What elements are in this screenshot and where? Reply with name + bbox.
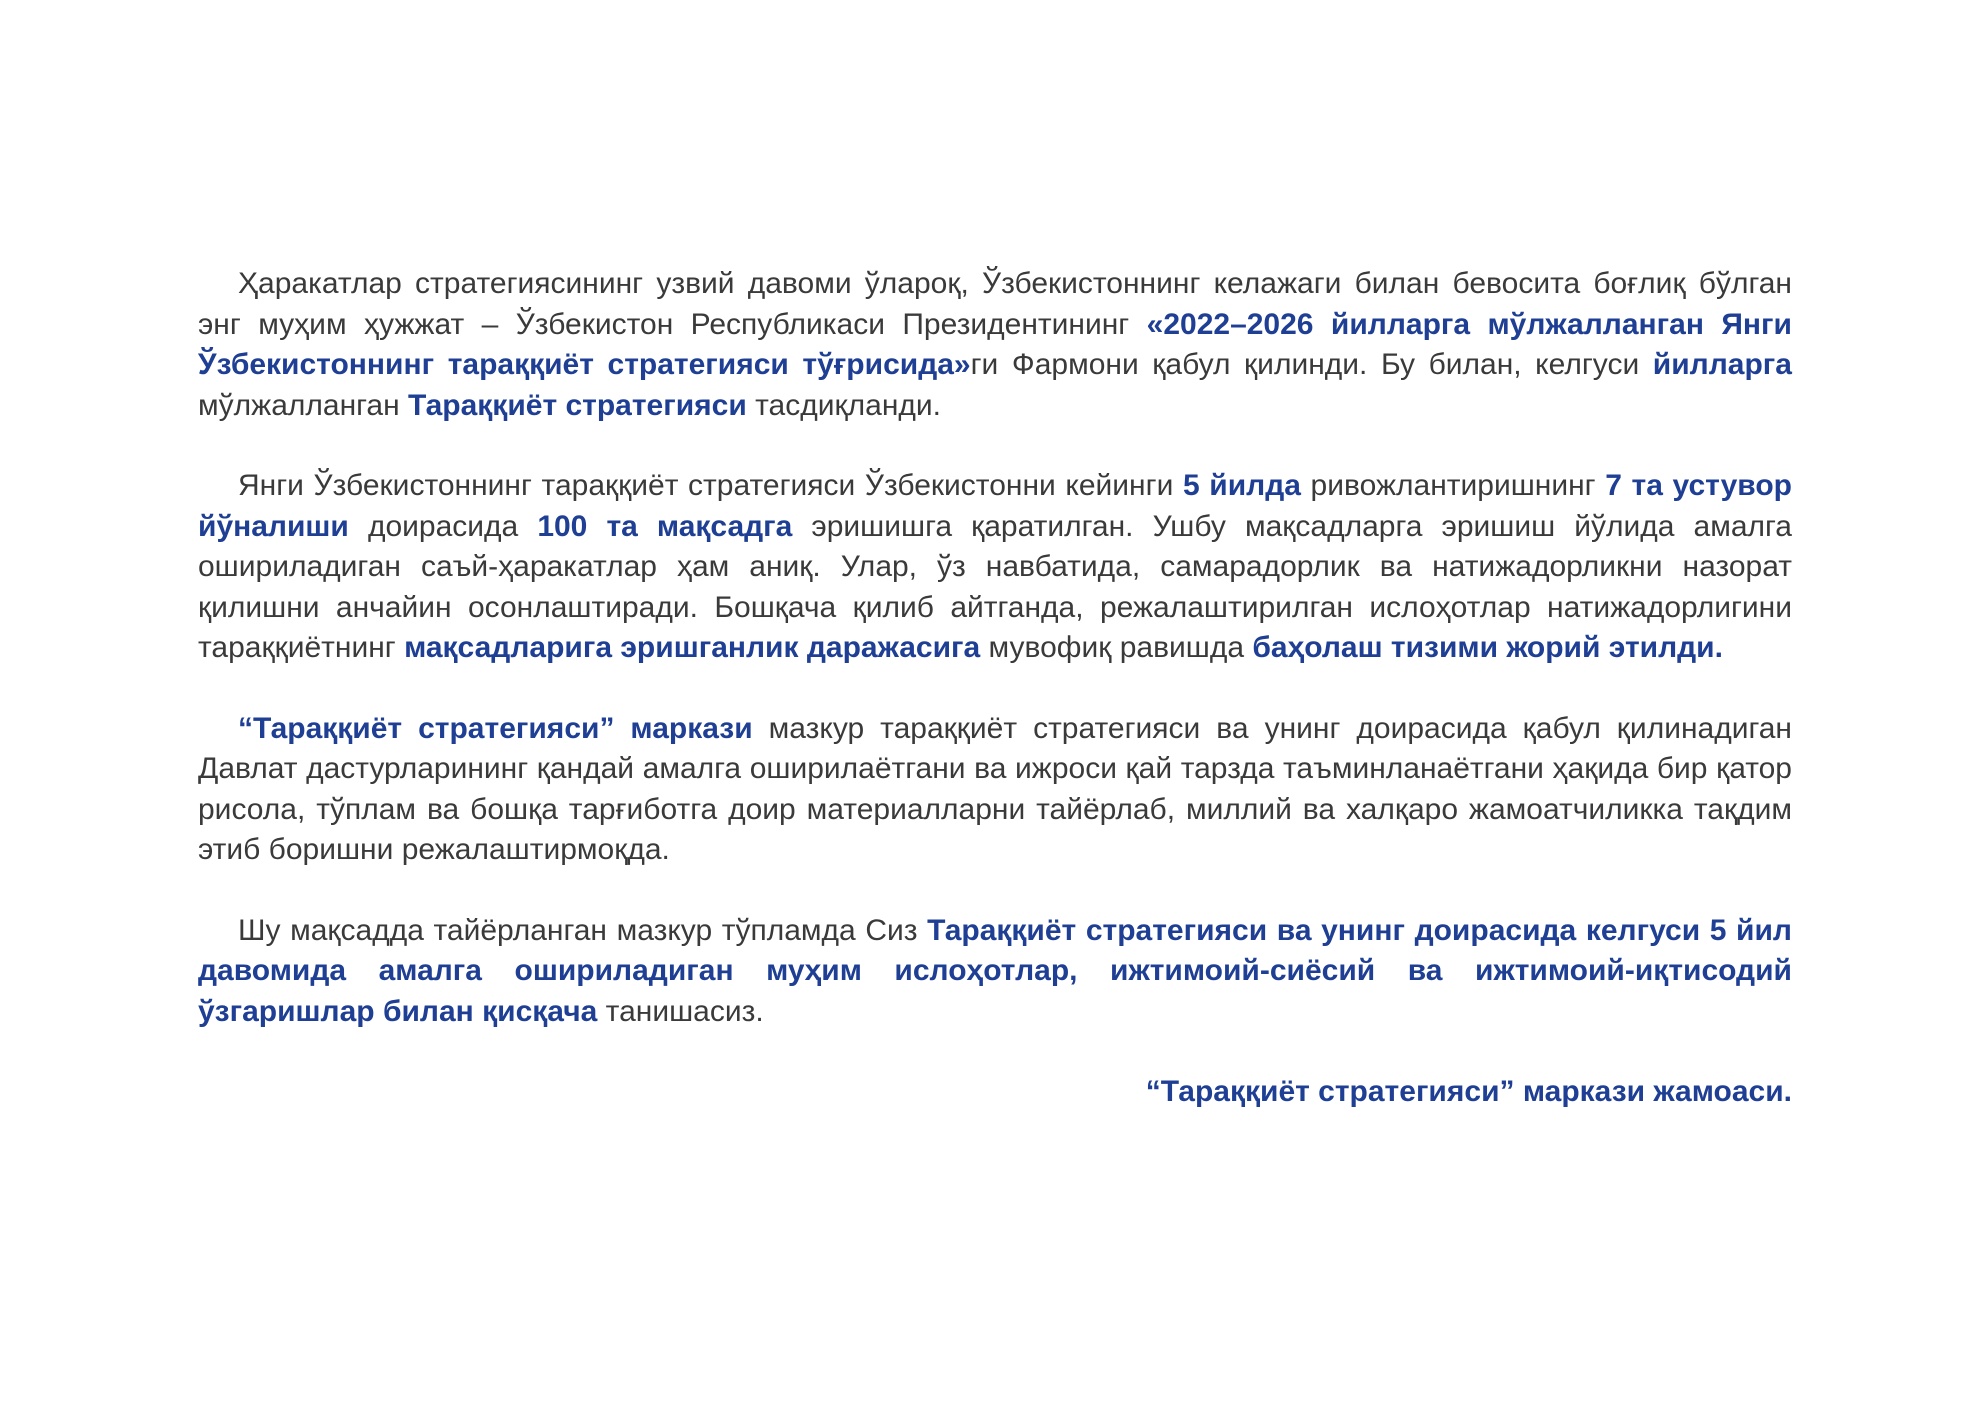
paragraph-1 <box>198 264 1792 426</box>
highlight-7-directions: 7 та устувор йўналиши <box>198 469 1792 543</box>
highlight-5-years: 5 йилда <box>1182 469 1301 502</box>
document-page <box>198 264 1792 1143</box>
paragraph-4 <box>198 911 1792 1033</box>
text-segment: ги Фармони қабул қилинди. Бу билан, келгуси <box>970 348 1653 381</box>
highlight-goal-level: мақсадларига эришганлик даражасига <box>404 631 981 664</box>
text-segment: танишасиз. <box>597 994 764 1028</box>
highlight-decree-title: «2022–2026 йилларга мўлжалланган Янги Ўзбекистоннинг тараққиёт стратегияси тўғрисида» <box>198 307 1792 381</box>
text-segment: мувофиқ равишда <box>980 631 1253 664</box>
highlight-years: йилларга <box>1652 348 1792 381</box>
highlight-100-goals: 100 та мақсадга <box>537 509 793 543</box>
text-segment: Янги Ўзбекистоннинг тараққиёт стратегияси Ўзбекистонни кейинги <box>238 469 1183 502</box>
highlight-strategy: Тараққиёт стратегияси <box>408 388 747 422</box>
paragraph-3 <box>198 709 1792 871</box>
text-segment: Шу мақсадда тайёрланган мазкур тўпламда Сиз <box>238 913 928 947</box>
highlight-evaluation-system: баҳолаш тизими жорий этилди. <box>1252 631 1723 664</box>
text-segment: эришишга қаратилган. Ушбу мақсадларга эришиш йўлида амалга ошириладиган саъй-ҳаракатлар ҳам аниқ. Улар, ўз навбатида, самарадорлик ва натижадорликни назорат қилишни анчайин осонлаштиради. Бошқача қилиб айтганда, режалаштирилган ислоҳотлар натижадорлигини тараққиётнинг <box>198 509 1792 664</box>
text-segment: Ҳаракатлар стратегиясининг узвий давоми ўлароқ, Ўзбекистоннинг келажаги билан бевосита боғлиқ бўлган энг муҳим ҳужжат – Ўзбекистон Республикаси Президентининг <box>198 267 1792 341</box>
text-segment: тасдиқланди. <box>746 388 941 422</box>
text-segment: ривожлантиришнинг <box>1300 469 1606 502</box>
highlight-reforms: Тараққиёт стратегияси ва унинг доирасида келгуси 5 йил давомида амалга ошириладиган муҳим ислоҳотлар, ижтимоий-сиёсий ва ижтимоий-иқтисодий ўзгаришлар билан қисқача <box>198 913 1792 1028</box>
text-segment: мўлжалланган <box>198 388 409 422</box>
signature: “Тараққиёт стратегияси” маркази жамоаси. <box>1145 1075 1792 1108</box>
paragraph-2 <box>198 466 1792 669</box>
text-segment: мазкур тараққиёт стратегияси ва унинг доирасида қабул қилинадиган Давлат дастурларининг қандай амалга оширилаётгани ва ижроси қай тарзда таъминланаётгани ҳақида бир қатор рисола, тўплам ва бошқа тарғиботга доир материалларни тайёрлаб, миллий ва халқаро жамоатчиликка тақдим этиб боришни режалаштирмоқда. <box>198 711 1793 866</box>
highlight-center-name: “Тараққиёт стратегияси” маркази <box>238 711 753 745</box>
text-segment: доирасида <box>348 509 538 543</box>
